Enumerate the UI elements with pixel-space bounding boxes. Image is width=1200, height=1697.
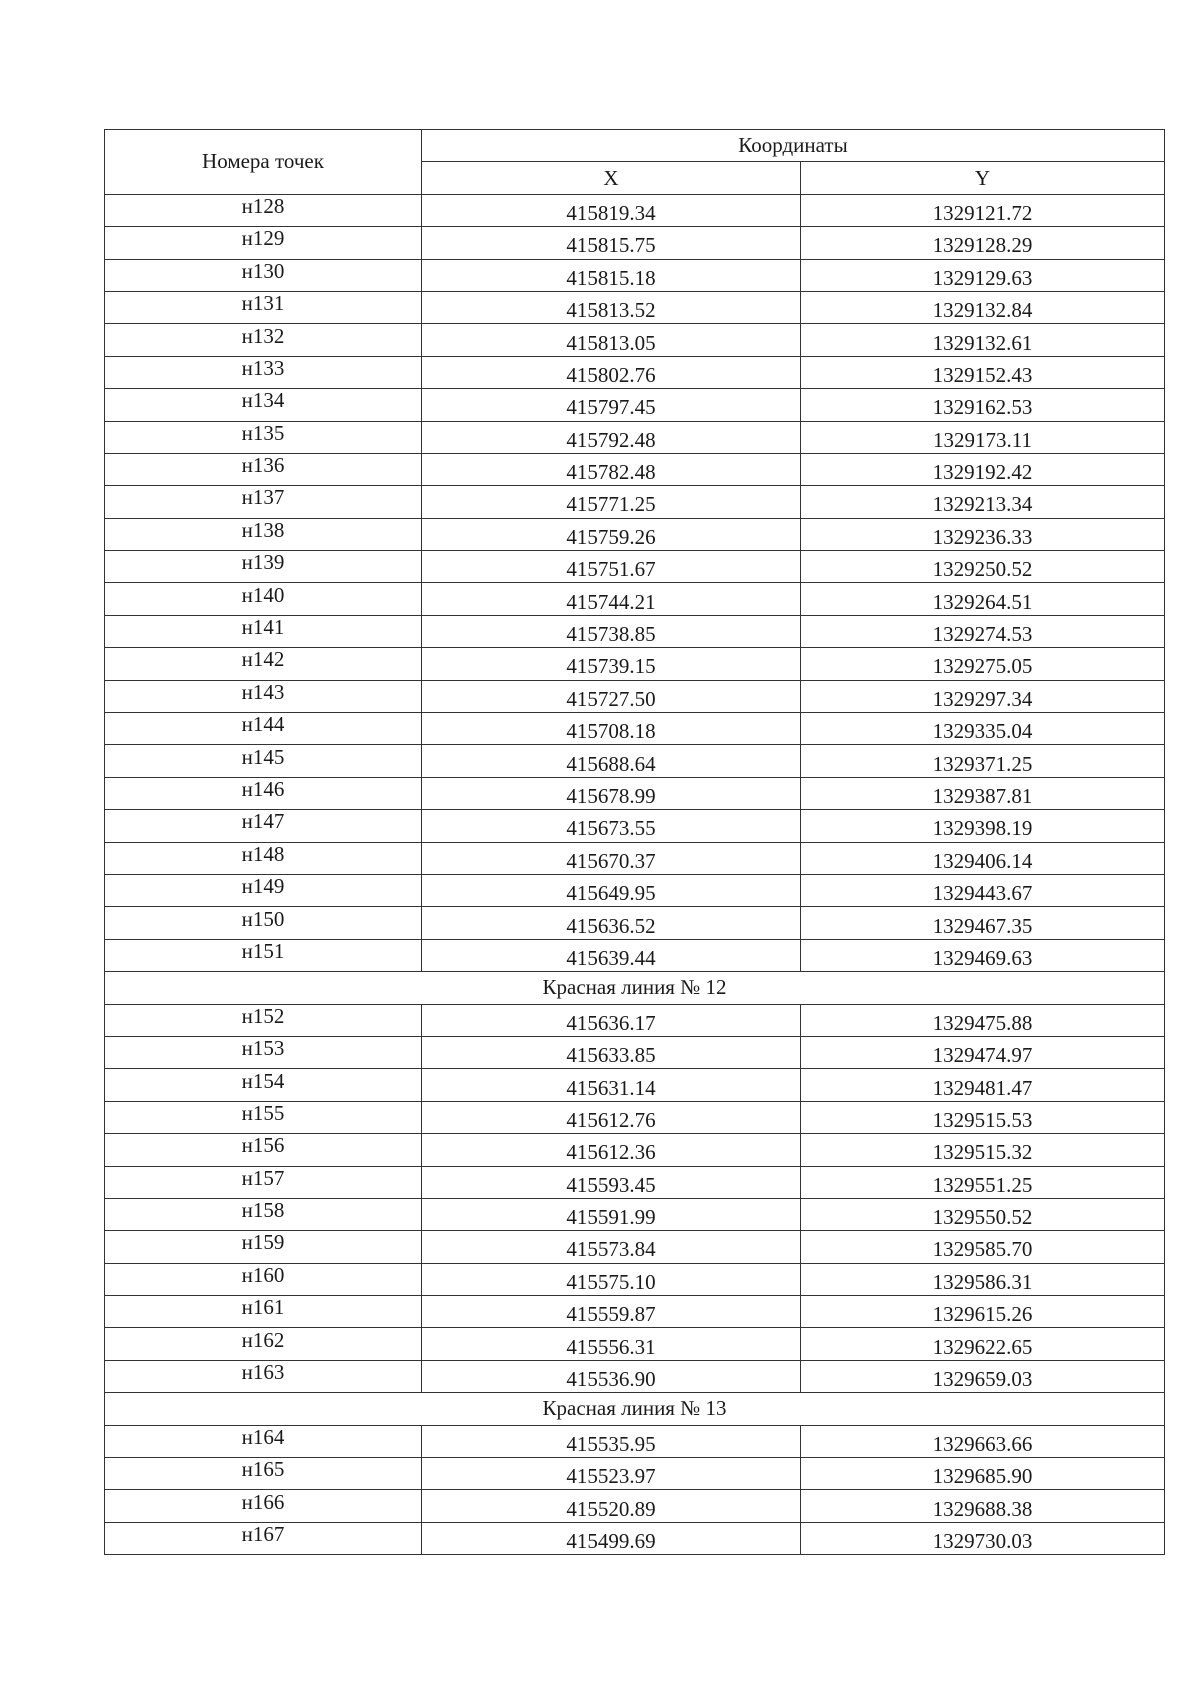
point-number-cell bbox=[105, 939, 422, 971]
point-number-cell bbox=[105, 1036, 422, 1068]
table-row bbox=[105, 680, 1165, 712]
point-number-cell-text: н165 bbox=[241, 1457, 285, 1482]
table-row bbox=[105, 291, 1165, 323]
table-row bbox=[105, 1036, 1165, 1068]
coordinates-header: Координаты bbox=[422, 130, 1165, 162]
table-row bbox=[105, 648, 1165, 680]
x-coordinate-cell bbox=[422, 421, 801, 453]
point-number-cell bbox=[105, 777, 422, 809]
point-number-cell bbox=[105, 518, 422, 550]
y-coordinate-cell bbox=[801, 745, 1165, 777]
x-coordinate-cell bbox=[422, 745, 801, 777]
x-coordinate-cell-text: 415559.87 bbox=[566, 1302, 656, 1327]
y-coordinate-cell bbox=[801, 1198, 1165, 1230]
x-coordinate-cell bbox=[422, 356, 801, 388]
point-number-cell bbox=[105, 680, 422, 712]
point-number-cell bbox=[105, 842, 422, 874]
coordinates-table bbox=[104, 129, 1165, 1555]
x-coordinate-cell-text: 415649.95 bbox=[566, 881, 656, 906]
y-coordinate-cell-text: 1329129.63 bbox=[932, 265, 1033, 290]
y-coordinate-cell-text: 1329467.35 bbox=[932, 913, 1033, 938]
x-coordinate-cell-text: 415670.37 bbox=[566, 848, 656, 873]
y-coordinate-cell-text: 1329474.97 bbox=[932, 1043, 1033, 1068]
section-label: Красная линия № 12 bbox=[105, 972, 1165, 1004]
table-row bbox=[105, 1134, 1165, 1166]
y-coordinate-cell-text: 1329443.67 bbox=[932, 881, 1033, 906]
x-coordinate-cell-text: 415815.75 bbox=[566, 233, 656, 258]
x-coordinate-cell-text: 415819.34 bbox=[566, 200, 656, 225]
table-row bbox=[105, 907, 1165, 939]
y-coordinate-cell-text: 1329663.66 bbox=[932, 1431, 1033, 1456]
x-coordinate-cell-text: 415636.17 bbox=[566, 1010, 656, 1035]
point-number-cell-text: н148 bbox=[241, 841, 285, 866]
y-coordinate-cell bbox=[801, 939, 1165, 971]
point-number-cell bbox=[105, 1360, 422, 1392]
point-number-cell bbox=[105, 421, 422, 453]
table-row bbox=[105, 194, 1165, 226]
point-number-cell-text: н167 bbox=[241, 1521, 285, 1546]
table-row bbox=[105, 1101, 1165, 1133]
y-coordinate-cell bbox=[801, 583, 1165, 615]
x-coordinate-cell-text: 415631.14 bbox=[566, 1075, 656, 1100]
point-number-cell-text: н136 bbox=[241, 453, 285, 478]
point-number-cell bbox=[105, 389, 422, 421]
y-coordinate-cell bbox=[801, 615, 1165, 647]
point-number-cell bbox=[105, 1134, 422, 1166]
section-label: Красная линия № 13 bbox=[105, 1393, 1165, 1425]
x-coordinate-cell bbox=[422, 227, 801, 259]
y-coordinate-cell-text: 1329469.63 bbox=[932, 945, 1033, 970]
x-coordinate-cell-text: 415792.48 bbox=[566, 427, 656, 452]
point-number-cell-text: н143 bbox=[241, 679, 285, 704]
table-row bbox=[105, 1328, 1165, 1360]
x-coordinate-cell-text: 415751.67 bbox=[566, 557, 656, 582]
x-coordinate-cell bbox=[422, 1069, 801, 1101]
x-coordinate-cell-text: 415633.85 bbox=[566, 1043, 656, 1068]
x-coordinate-cell bbox=[422, 939, 801, 971]
y-coordinate-cell-text: 1329515.53 bbox=[932, 1107, 1033, 1132]
table-row bbox=[105, 1198, 1165, 1230]
y-coordinate-cell-text: 1329213.34 bbox=[932, 492, 1033, 517]
y-coordinate-cell bbox=[801, 1166, 1165, 1198]
y-coordinate-cell-text: 1329481.47 bbox=[932, 1075, 1033, 1100]
y-coordinate-cell-text: 1329250.52 bbox=[932, 557, 1033, 582]
x-coordinate-cell bbox=[422, 615, 801, 647]
y-coordinate-cell bbox=[801, 518, 1165, 550]
y-coordinate-cell bbox=[801, 680, 1165, 712]
x-coordinate-cell bbox=[422, 1101, 801, 1133]
point-number-cell bbox=[105, 551, 422, 583]
x-coordinate-cell bbox=[422, 1004, 801, 1036]
x-coordinate-cell bbox=[422, 1231, 801, 1263]
x-coordinate-cell bbox=[422, 713, 801, 745]
table-row bbox=[105, 874, 1165, 906]
x-coordinate-cell bbox=[422, 1458, 801, 1490]
y-coordinate-cell-text: 1329128.29 bbox=[932, 233, 1033, 258]
point-number-cell-text: н160 bbox=[241, 1262, 285, 1287]
y-coordinate-cell-text: 1329406.14 bbox=[932, 848, 1033, 873]
x-coordinate-cell bbox=[422, 1490, 801, 1522]
x-coordinate-cell-text: 415523.97 bbox=[566, 1464, 656, 1489]
point-number-cell-text: н131 bbox=[241, 291, 285, 316]
point-number-cell-text: н164 bbox=[241, 1424, 285, 1449]
x-coordinate-cell-text: 415673.55 bbox=[566, 816, 656, 841]
point-number-cell bbox=[105, 1231, 422, 1263]
y-coordinate-cell-text: 1329132.84 bbox=[932, 298, 1033, 323]
point-number-cell bbox=[105, 453, 422, 485]
x-coordinate-cell bbox=[422, 1360, 801, 1392]
table-row bbox=[105, 1522, 1165, 1554]
point-number-cell bbox=[105, 713, 422, 745]
y-coordinate-cell-text: 1329162.53 bbox=[932, 395, 1033, 420]
point-number-cell-text: н154 bbox=[241, 1068, 285, 1093]
point-number-cell-text: н158 bbox=[241, 1198, 285, 1223]
x-coordinate-cell bbox=[422, 1036, 801, 1068]
point-number-cell bbox=[105, 1263, 422, 1295]
y-coordinate-cell-text: 1329615.26 bbox=[932, 1302, 1033, 1327]
table-row bbox=[105, 842, 1165, 874]
point-number-cell bbox=[105, 810, 422, 842]
point-number-cell-text: н139 bbox=[241, 550, 285, 575]
point-number-cell-text: н137 bbox=[241, 485, 285, 510]
point-number-cell bbox=[105, 874, 422, 906]
point-number-cell-text: н138 bbox=[241, 517, 285, 542]
x-coordinate-cell-text: 415815.18 bbox=[566, 265, 656, 290]
y-coordinate-cell bbox=[801, 1134, 1165, 1166]
y-coordinate-cell bbox=[801, 1425, 1165, 1457]
point-number-cell bbox=[105, 1101, 422, 1133]
point-number-cell bbox=[105, 907, 422, 939]
y-coordinate-cell bbox=[801, 1296, 1165, 1328]
table-row bbox=[105, 1231, 1165, 1263]
x-coordinate-cell bbox=[422, 518, 801, 550]
table-row bbox=[105, 1296, 1165, 1328]
point-number-cell-text: н151 bbox=[241, 938, 285, 963]
y-coordinate-cell bbox=[801, 713, 1165, 745]
y-coordinate-cell bbox=[801, 777, 1165, 809]
point-number-cell-text: н149 bbox=[241, 874, 285, 899]
table-row bbox=[105, 227, 1165, 259]
point-number-cell-text: н153 bbox=[241, 1036, 285, 1061]
y-coordinate-cell-text: 1329730.03 bbox=[932, 1528, 1033, 1553]
x-coordinate-cell-text: 415573.84 bbox=[566, 1237, 656, 1262]
point-number-cell bbox=[105, 356, 422, 388]
table-body bbox=[105, 194, 1165, 1554]
table-row bbox=[105, 810, 1165, 842]
point-number-cell-text: н155 bbox=[241, 1100, 285, 1125]
y-coordinate-cell-text: 1329585.70 bbox=[932, 1237, 1033, 1262]
x-coordinate-cell bbox=[422, 324, 801, 356]
table-row bbox=[105, 1263, 1165, 1295]
x-coordinate-cell-text: 415499.69 bbox=[566, 1528, 656, 1553]
table-row bbox=[105, 1004, 1165, 1036]
y-coordinate-cell-text: 1329121.72 bbox=[932, 200, 1033, 225]
y-coordinate-cell bbox=[801, 194, 1165, 226]
x-coordinate-cell-text: 415612.36 bbox=[566, 1140, 656, 1165]
table-header bbox=[105, 130, 1165, 195]
table-row bbox=[105, 615, 1165, 647]
point-number-cell-text: н133 bbox=[241, 355, 285, 380]
x-coordinate-cell-text: 415575.10 bbox=[566, 1269, 656, 1294]
y-coordinate-cell bbox=[801, 259, 1165, 291]
x-coordinate-cell-text: 415744.21 bbox=[566, 589, 656, 614]
x-coordinate-cell bbox=[422, 291, 801, 323]
table-row bbox=[105, 1490, 1165, 1522]
point-number-cell bbox=[105, 648, 422, 680]
x-column-header: X bbox=[422, 162, 801, 194]
y-coordinate-cell-text: 1329550.52 bbox=[932, 1205, 1033, 1230]
point-number-cell bbox=[105, 1198, 422, 1230]
y-coordinate-cell-text: 1329586.31 bbox=[932, 1269, 1033, 1294]
y-coordinate-cell bbox=[801, 648, 1165, 680]
y-coordinate-cell-text: 1329275.05 bbox=[932, 654, 1033, 679]
x-coordinate-cell bbox=[422, 1263, 801, 1295]
y-coordinate-cell bbox=[801, 1490, 1165, 1522]
point-number-cell bbox=[105, 259, 422, 291]
x-coordinate-cell bbox=[422, 1522, 801, 1554]
section-row bbox=[105, 972, 1165, 1004]
y-coordinate-cell bbox=[801, 356, 1165, 388]
x-coordinate-cell-text: 415556.31 bbox=[566, 1334, 656, 1359]
y-coordinate-cell bbox=[801, 486, 1165, 518]
table-row bbox=[105, 713, 1165, 745]
table-row bbox=[105, 745, 1165, 777]
y-coordinate-cell-text: 1329274.53 bbox=[932, 622, 1033, 647]
x-coordinate-cell bbox=[422, 842, 801, 874]
section-row bbox=[105, 1393, 1165, 1425]
point-number-cell-text: н166 bbox=[241, 1489, 285, 1514]
x-coordinate-cell bbox=[422, 648, 801, 680]
table-row bbox=[105, 421, 1165, 453]
x-coordinate-cell-text: 415739.15 bbox=[566, 654, 656, 679]
point-number-cell bbox=[105, 1522, 422, 1554]
x-coordinate-cell bbox=[422, 1425, 801, 1457]
table-row bbox=[105, 1458, 1165, 1490]
point-number-cell-text: н135 bbox=[241, 420, 285, 445]
x-coordinate-cell-text: 415536.90 bbox=[566, 1367, 656, 1392]
header-row-top bbox=[105, 130, 1165, 162]
x-coordinate-cell-text: 415813.52 bbox=[566, 298, 656, 323]
point-number-cell-text: н134 bbox=[241, 388, 285, 413]
x-coordinate-cell-text: 415520.89 bbox=[566, 1496, 656, 1521]
x-coordinate-cell-text: 415678.99 bbox=[566, 784, 656, 808]
x-coordinate-cell-text: 415612.76 bbox=[566, 1107, 656, 1132]
x-coordinate-cell bbox=[422, 486, 801, 518]
point-numbers-header: Номера точек bbox=[105, 130, 422, 195]
x-coordinate-cell bbox=[422, 1166, 801, 1198]
table-row bbox=[105, 583, 1165, 615]
table-row bbox=[105, 356, 1165, 388]
table-row bbox=[105, 939, 1165, 971]
point-number-cell bbox=[105, 583, 422, 615]
x-coordinate-cell-text: 415639.44 bbox=[566, 945, 656, 970]
y-coordinate-cell-text: 1329688.38 bbox=[932, 1496, 1033, 1521]
point-number-cell-text: н132 bbox=[241, 323, 285, 348]
x-coordinate-cell-text: 415771.25 bbox=[566, 492, 656, 517]
x-coordinate-cell-text: 415782.48 bbox=[566, 460, 656, 485]
y-coordinate-cell-text: 1329685.90 bbox=[932, 1464, 1033, 1489]
point-number-cell bbox=[105, 1069, 422, 1101]
point-number-cell bbox=[105, 745, 422, 777]
y-coordinate-cell bbox=[801, 1522, 1165, 1554]
y-coordinate-cell-text: 1329152.43 bbox=[932, 362, 1033, 387]
table-row bbox=[105, 551, 1165, 583]
y-coordinate-cell bbox=[801, 842, 1165, 874]
y-coordinate-cell-text: 1329132.61 bbox=[932, 330, 1033, 355]
y-coordinate-cell-text: 1329387.81 bbox=[932, 784, 1033, 808]
y-coordinate-cell-text: 1329264.51 bbox=[932, 589, 1033, 614]
x-coordinate-cell bbox=[422, 907, 801, 939]
table-row bbox=[105, 324, 1165, 356]
x-coordinate-cell bbox=[422, 680, 801, 712]
point-number-cell bbox=[105, 1490, 422, 1522]
x-coordinate-cell-text: 415802.76 bbox=[566, 362, 656, 387]
point-number-cell-text: н128 bbox=[241, 193, 285, 218]
y-coordinate-cell bbox=[801, 227, 1165, 259]
x-coordinate-cell-text: 415593.45 bbox=[566, 1172, 656, 1197]
point-number-cell bbox=[105, 615, 422, 647]
x-coordinate-cell bbox=[422, 1198, 801, 1230]
y-coordinate-cell-text: 1329475.88 bbox=[932, 1010, 1033, 1035]
y-coordinate-cell-text: 1329371.25 bbox=[932, 751, 1033, 776]
point-number-cell-text: н144 bbox=[241, 712, 285, 737]
y-coordinate-cell bbox=[801, 1263, 1165, 1295]
x-coordinate-cell bbox=[422, 583, 801, 615]
table-row bbox=[105, 1425, 1165, 1457]
table-row bbox=[105, 1360, 1165, 1392]
x-coordinate-cell-text: 415813.05 bbox=[566, 330, 656, 355]
point-number-cell-text: н161 bbox=[241, 1295, 285, 1320]
point-number-cell-text: н140 bbox=[241, 582, 285, 607]
x-coordinate-cell-text: 415797.45 bbox=[566, 395, 656, 420]
x-coordinate-cell bbox=[422, 1134, 801, 1166]
point-number-cell bbox=[105, 1425, 422, 1457]
point-number-cell-text: н145 bbox=[241, 744, 285, 769]
y-column-header: Y bbox=[801, 162, 1165, 194]
y-coordinate-cell bbox=[801, 1458, 1165, 1490]
y-coordinate-cell bbox=[801, 1036, 1165, 1068]
point-number-cell bbox=[105, 1328, 422, 1360]
point-number-cell-text: н150 bbox=[241, 906, 285, 931]
y-coordinate-cell-text: 1329551.25 bbox=[932, 1172, 1033, 1197]
point-number-cell-text: н163 bbox=[241, 1360, 285, 1385]
point-number-cell-text: н162 bbox=[241, 1327, 285, 1352]
point-number-cell bbox=[105, 324, 422, 356]
point-number-cell-text: н129 bbox=[241, 226, 285, 251]
y-coordinate-cell-text: 1329236.33 bbox=[932, 524, 1033, 549]
y-coordinate-cell bbox=[801, 324, 1165, 356]
x-coordinate-cell bbox=[422, 551, 801, 583]
point-number-cell-text: н147 bbox=[241, 809, 285, 834]
point-number-cell bbox=[105, 227, 422, 259]
y-coordinate-cell-text: 1329398.19 bbox=[932, 816, 1033, 841]
y-coordinate-cell-text: 1329515.32 bbox=[932, 1140, 1033, 1165]
y-coordinate-cell bbox=[801, 1328, 1165, 1360]
y-coordinate-cell-text: 1329297.34 bbox=[932, 686, 1033, 711]
table-row bbox=[105, 518, 1165, 550]
x-coordinate-cell-text: 415727.50 bbox=[566, 686, 656, 711]
y-coordinate-cell bbox=[801, 421, 1165, 453]
point-number-cell bbox=[105, 486, 422, 518]
table-row bbox=[105, 1166, 1165, 1198]
y-coordinate-cell bbox=[801, 291, 1165, 323]
x-coordinate-cell bbox=[422, 259, 801, 291]
x-coordinate-cell bbox=[422, 1296, 801, 1328]
x-coordinate-cell-text: 415708.18 bbox=[566, 719, 656, 744]
x-coordinate-cell-text: 415591.99 bbox=[566, 1205, 656, 1230]
y-coordinate-cell bbox=[801, 1004, 1165, 1036]
point-number-cell bbox=[105, 1296, 422, 1328]
table-row bbox=[105, 259, 1165, 291]
x-coordinate-cell bbox=[422, 874, 801, 906]
x-coordinate-cell bbox=[422, 777, 801, 809]
y-coordinate-cell-text: 1329192.42 bbox=[932, 460, 1033, 485]
y-coordinate-cell-text: 1329335.04 bbox=[932, 719, 1033, 744]
point-number-cell-text: н141 bbox=[241, 615, 285, 640]
y-coordinate-cell bbox=[801, 810, 1165, 842]
table-row bbox=[105, 486, 1165, 518]
y-coordinate-cell bbox=[801, 453, 1165, 485]
x-coordinate-cell bbox=[422, 1328, 801, 1360]
y-coordinate-cell-text: 1329659.03 bbox=[932, 1367, 1033, 1392]
point-number-cell bbox=[105, 1166, 422, 1198]
x-coordinate-cell-text: 415535.95 bbox=[566, 1431, 656, 1456]
y-coordinate-cell bbox=[801, 1069, 1165, 1101]
y-coordinate-cell bbox=[801, 1101, 1165, 1133]
y-coordinate-cell-text: 1329622.65 bbox=[932, 1334, 1033, 1359]
point-number-cell-text: н130 bbox=[241, 258, 285, 283]
point-number-cell bbox=[105, 291, 422, 323]
x-coordinate-cell bbox=[422, 810, 801, 842]
point-number-cell-text: н152 bbox=[241, 1003, 285, 1028]
point-number-cell-text: н142 bbox=[241, 647, 285, 672]
point-number-cell-text: н156 bbox=[241, 1133, 285, 1158]
y-coordinate-cell bbox=[801, 1360, 1165, 1392]
point-number-cell bbox=[105, 1004, 422, 1036]
point-number-cell-text: н157 bbox=[241, 1165, 285, 1190]
y-coordinate-cell bbox=[801, 874, 1165, 906]
x-coordinate-cell bbox=[422, 453, 801, 485]
y-coordinate-cell-text: 1329173.11 bbox=[933, 427, 1032, 452]
x-coordinate-cell-text: 415759.26 bbox=[566, 524, 656, 549]
point-number-cell bbox=[105, 194, 422, 226]
x-coordinate-cell bbox=[422, 389, 801, 421]
point-number-cell-text: н159 bbox=[241, 1230, 285, 1255]
x-coordinate-cell bbox=[422, 194, 801, 226]
y-coordinate-cell bbox=[801, 389, 1165, 421]
y-coordinate-cell bbox=[801, 551, 1165, 583]
point-number-cell bbox=[105, 1458, 422, 1490]
x-coordinate-cell-text: 415688.64 bbox=[566, 751, 656, 776]
point-number-cell-text: н146 bbox=[241, 777, 285, 801]
table-row bbox=[105, 453, 1165, 485]
x-coordinate-cell-text: 415636.52 bbox=[566, 913, 656, 938]
table-row bbox=[105, 1069, 1165, 1101]
y-coordinate-cell bbox=[801, 907, 1165, 939]
x-coordinate-cell-text: 415738.85 bbox=[566, 622, 656, 647]
y-coordinate-cell bbox=[801, 1231, 1165, 1263]
table-row bbox=[105, 389, 1165, 421]
table-row bbox=[105, 777, 1165, 809]
